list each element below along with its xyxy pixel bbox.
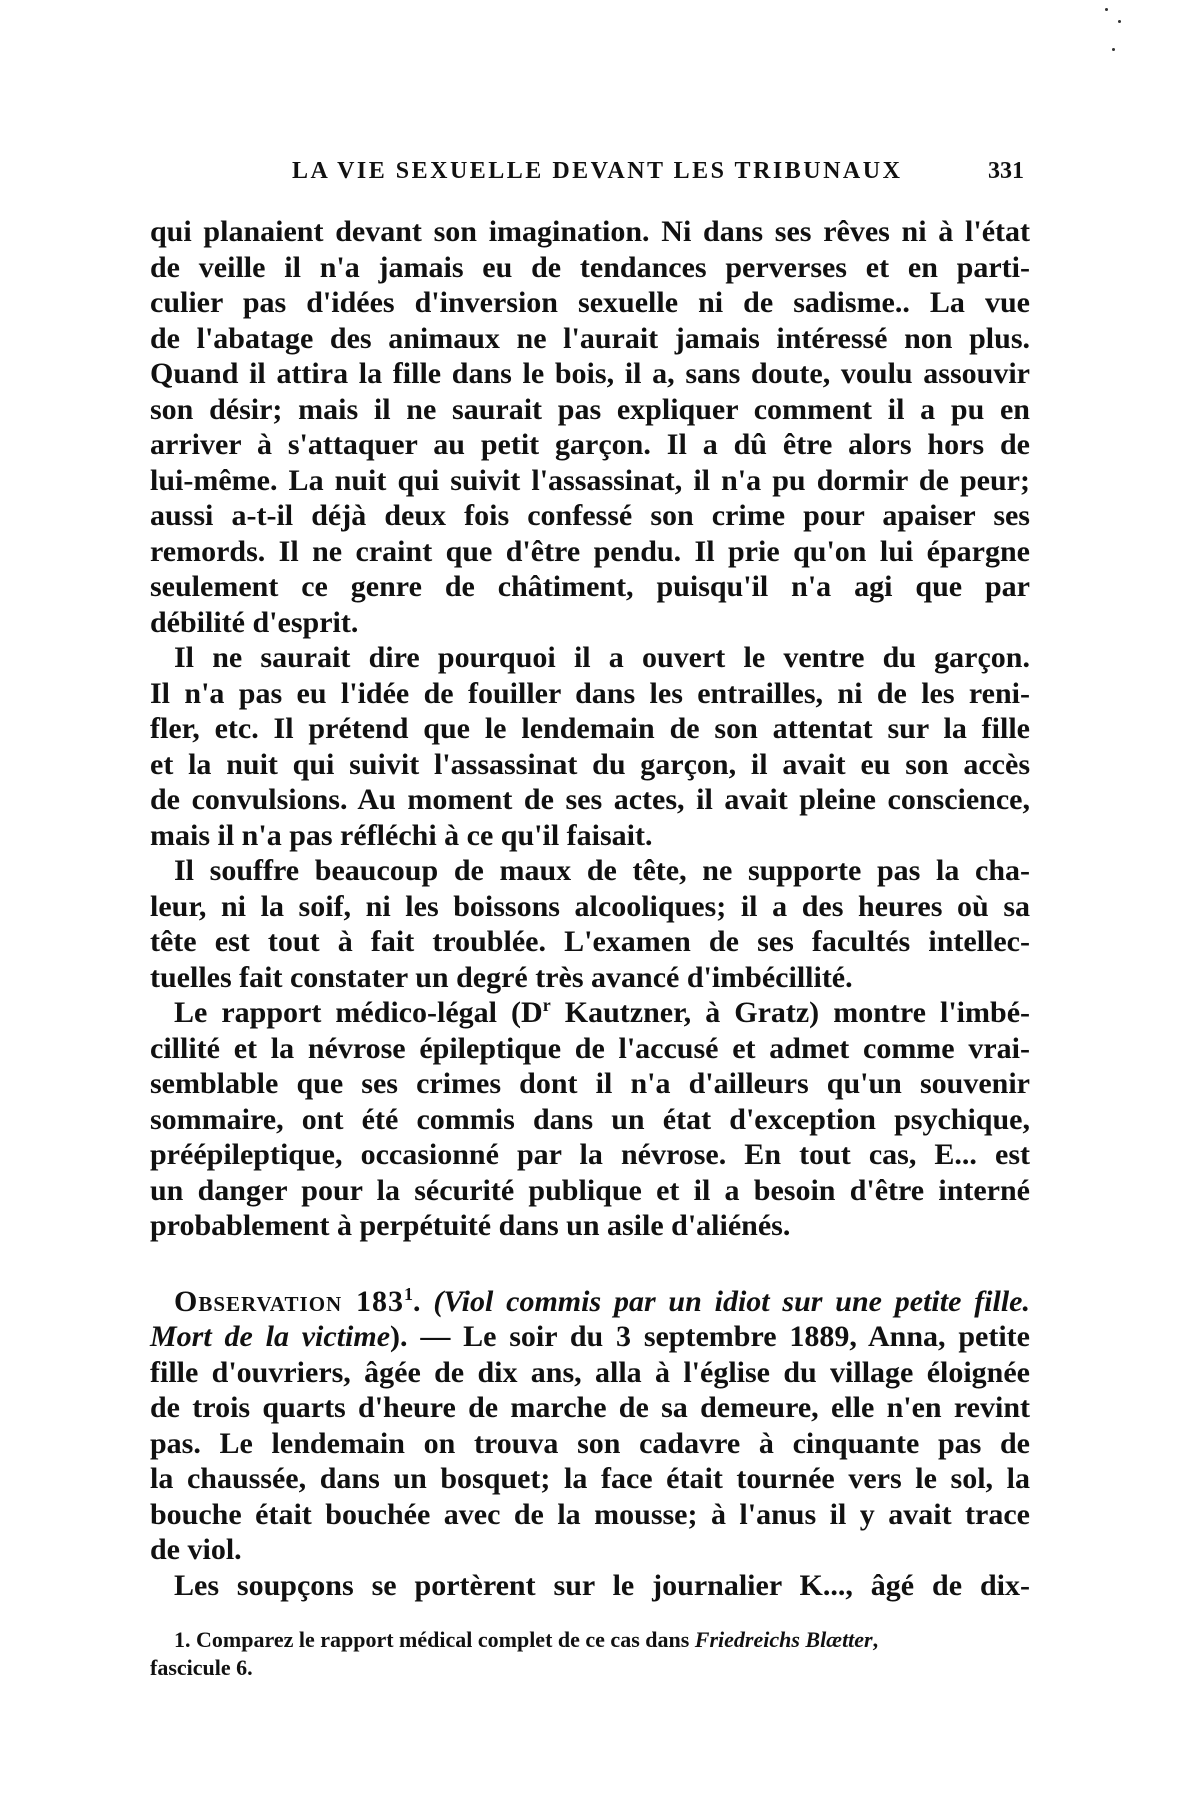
text-line: leur, ni la soif, ni les boissons alcooliques; il a des heures où sa <box>150 889 1030 923</box>
text-line: fler, etc. Il prétend que le lendemain de son attentat sur la fille <box>150 712 1030 745</box>
text-run: ). — Le soir du 3 septembre 1889, Anna, petite <box>390 1320 1030 1353</box>
text-line: lui-même. La nuit qui suivit l'assassinat, il n'a pu dormir de peur; <box>150 463 1030 497</box>
scan-speck <box>1118 20 1121 23</box>
text-line: de convulsions. Au moment de ses actes, il avait pleine conscience, <box>150 783 1030 816</box>
paragraph <box>150 995 1030 1244</box>
text-line: fascicule 6. <box>150 1655 253 1680</box>
text-run: Le rapport médico-légal (D <box>174 996 543 1029</box>
text-line: tête est tout à fait troublée. L'examen de ses facultés intellec- <box>150 925 1030 958</box>
text-line <box>150 1626 1030 1654</box>
text-line: pas. Le lendemain on trouva son cadavre à cinquante pas de <box>150 1426 1030 1460</box>
text-line: Il souffre beaucoup de maux de tête, ne supporte pas la cha- <box>174 854 1030 887</box>
text-line: de trois quarts d'heure de marche de sa demeure, elle n'en revint <box>150 1391 1030 1424</box>
text-line: son désir; mais il ne saurait pas expliquer comment il a pu en <box>150 392 1030 426</box>
text-line: Il n'a pas eu l'idée de fouiller dans les entrailles, ni de les reni- <box>150 676 1030 710</box>
text-run: , <box>872 1627 879 1652</box>
text-line: mais il n'a pas réfléchi à ce qu'il faisait. <box>150 818 653 852</box>
running-title: LA VIE SEXUELLE DEVANT LES TRIBUNAUX <box>292 158 903 184</box>
paragraph <box>150 853 1030 995</box>
text-run: . <box>413 1284 434 1318</box>
text-line: Les soupçons se portèrent sur le journalier K..., âgé de dix- <box>174 1568 1030 1602</box>
text-line: Il ne saurait dire pourquoi il a ouvert le ventre du garçon. <box>174 641 1030 674</box>
text-line: un danger pour la sécurité publique et il a besoin d'être interné <box>150 1173 1030 1207</box>
italic-text: Friedreichs Blætter <box>694 1627 873 1652</box>
scan-speck <box>1112 48 1115 51</box>
text-line: semblable que ses crimes dont il n'a d'ailleurs qu'un souvenir <box>150 1067 1030 1100</box>
text-run: 1. Comparez le rapport médical complet de ce cas dans <box>174 1627 695 1652</box>
superscript: r <box>542 995 551 1015</box>
text-line: cillité et la névrose épileptique de l'accusé et admet comme vrai- <box>150 1031 1030 1065</box>
text-line: remords. Il ne craint que d'être pendu. Il prie qu'on lui épargne <box>150 534 1030 568</box>
text-line: qui planaient devant son imagination. Ni dans ses rêves ni à l'état <box>150 215 1030 248</box>
text-line <box>150 1284 1030 1320</box>
text-line: la chaussée, dans un bosquet; la face était tournée vers le sol, la <box>150 1462 1030 1495</box>
text-line: culier pas d'idées d'inversion sexuelle ni de sadisme.. La vue <box>150 286 1030 319</box>
text-line: préépileptique, occasionné par la névrose. En tout cas, E... est <box>150 1138 1030 1171</box>
text-line: débilité d'esprit. <box>150 605 359 639</box>
text-line: sommaire, ont été commis dans un état d'exception psychique, <box>150 1102 1030 1136</box>
scan-speck <box>1105 8 1108 11</box>
page-number: 331 <box>988 158 1024 184</box>
text-line: Quand il attira la fille dans le bois, il a, sans doute, voulu assouvir <box>150 357 1030 390</box>
observation-paragraph <box>150 1284 1030 1568</box>
footnotes <box>150 1626 1030 1682</box>
running-header <box>150 158 1030 192</box>
italic-text: Mort de la victime <box>150 1320 391 1353</box>
text-run: Kautzner, à Gratz) montre l'imbé- <box>550 996 1030 1029</box>
paragraph <box>150 214 1030 640</box>
text-line: aussi a-t-il déjà deux fois confessé son crime pour apaiser ses <box>150 499 1030 532</box>
superscript: 1 <box>404 1283 414 1304</box>
text-line: de veille il n'a jamais eu de tendances perverses et en parti- <box>150 250 1030 284</box>
small-caps-text: Observation 183 <box>174 1284 405 1318</box>
paragraph <box>150 1568 1030 1604</box>
footnote <box>150 1626 1030 1682</box>
text-line <box>150 1319 1030 1355</box>
text-line: seulement ce genre de châtiment, puisqu'il n'a agi que par <box>150 570 1030 603</box>
page-body <box>150 214 1030 1603</box>
text-line: arriver à s'attaquer au petit garçon. Il a dû être alors hors de <box>150 428 1030 461</box>
italic-text: (Viol commis par un idiot sur une petite fille. <box>433 1284 1031 1318</box>
text-line: de l'abatage des animaux ne l'aurait jamais intéressé non plus. <box>150 321 1030 355</box>
text-line: probablement à perpétuité dans un asile d'aliénés. <box>150 1209 791 1242</box>
text-line: bouche était bouchée avec de la mousse; à l'anus il y avait trace <box>150 1497 1030 1531</box>
text-line: fille d'ouvriers, âgée de dix ans, alla à l'église du village éloignée <box>150 1355 1030 1389</box>
text-line: de viol. <box>150 1533 242 1566</box>
text-line <box>150 995 1030 1031</box>
text-line: tuelles fait constater un degré très avancé d'imbécillité. <box>150 960 853 994</box>
paragraph <box>150 640 1030 853</box>
text-line: et la nuit qui suivit l'assassinat du garçon, il avait eu son accès <box>150 747 1030 781</box>
